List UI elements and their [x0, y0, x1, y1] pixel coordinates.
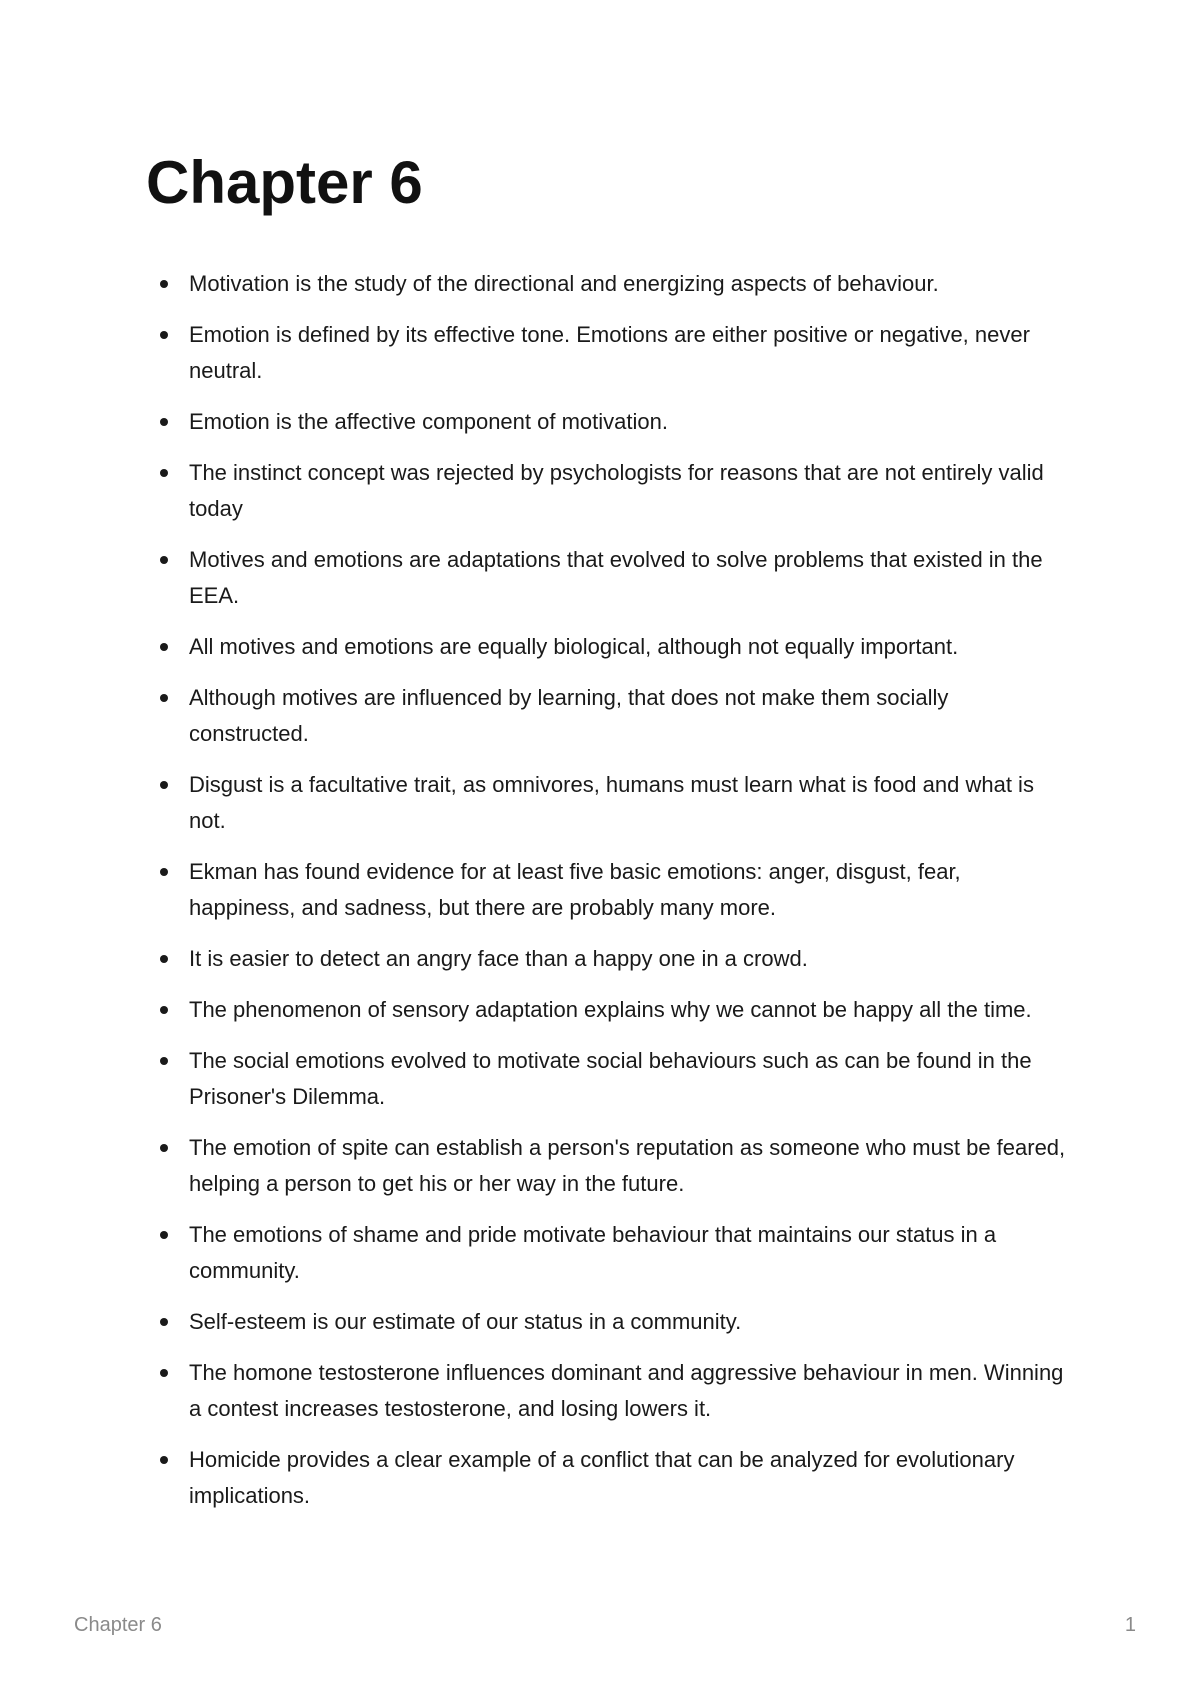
list-item: [146, 266, 1066, 302]
list-item-text: The social emotions evolved to motivate social behaviours such as can be found in the Prisoner's Dilemma.: [189, 1048, 1032, 1109]
list-item: [146, 992, 1066, 1028]
list-item: [146, 1442, 1066, 1514]
list-item-text: Motives and emotions are adaptations that evolved to solve problems that existed in the EEA.: [189, 547, 1043, 608]
list-item-text: The emotion of spite can establish a person's reputation as someone who must be feared, helping a person to get his or her way in the future.: [189, 1135, 1066, 1196]
list-item: [146, 767, 1066, 839]
list-item: [146, 854, 1066, 926]
bullet-icon: [160, 1144, 168, 1152]
bullet-icon: [160, 469, 168, 477]
list-item: [146, 1304, 1066, 1340]
bullet-icon: [160, 1318, 168, 1326]
bullet-icon: [160, 331, 168, 339]
list-item: [146, 629, 1066, 665]
list-item-text: Although motives are influenced by learning, that does not make them socially constructed.: [189, 685, 949, 746]
list-item: [146, 1043, 1066, 1115]
footer-title: Chapter 6: [74, 1614, 162, 1636]
page-footer: [74, 1614, 1136, 1642]
list-item-text: It is easier to detect an angry face than a happy one in a crowd.: [189, 946, 808, 971]
list-item: [146, 941, 1066, 977]
list-item: [146, 317, 1066, 389]
bullet-icon: [160, 1369, 168, 1377]
list-item-text: Emotion is the affective component of motivation.: [189, 409, 668, 434]
list-item: [146, 1355, 1066, 1427]
list-item: [146, 404, 1066, 440]
list-item-text: The emotions of shame and pride motivate behaviour that maintains our status in a community.: [189, 1222, 997, 1283]
bullet-icon: [160, 280, 168, 288]
bullet-icon: [160, 1456, 168, 1464]
bullet-icon: [160, 643, 168, 651]
list-item-text: Ekman has found evidence for at least five basic emotions: anger, disgust, fear, happiness, and sadness, but there are probably many more.: [189, 859, 961, 920]
list-item: [146, 542, 1066, 614]
list-item-text: Disgust is a facultative trait, as omnivores, humans must learn what is food and what is not.: [189, 772, 1034, 833]
bullet-icon: [160, 1231, 168, 1239]
list-item: [146, 1217, 1066, 1289]
bullet-list: [146, 266, 1066, 1529]
bullet-icon: [160, 781, 168, 789]
list-item-text: All motives and emotions are equally biological, although not equally important.: [189, 634, 959, 659]
list-item-text: The instinct concept was rejected by psychologists for reasons that are not entirely valid today: [189, 460, 1044, 521]
list-item: [146, 455, 1066, 527]
bullet-icon: [160, 418, 168, 426]
bullet-icon: [160, 694, 168, 702]
bullet-icon: [160, 868, 168, 876]
list-item-text: The phenomenon of sensory adaptation explains why we cannot be happy all the time.: [189, 997, 1032, 1022]
list-item: [146, 680, 1066, 752]
list-item-text: Emotion is defined by its effective tone. Emotions are either positive or negative, never neutral.: [189, 322, 1030, 383]
list-item-text: Self-esteem is our estimate of our status in a community.: [189, 1309, 742, 1334]
list-item: [146, 1130, 1066, 1202]
list-item-text: The homone testosterone influences dominant and aggressive behaviour in men. Winning a contest increases testosterone, and losing lowers it.: [189, 1360, 1064, 1421]
list-item-text: Motivation is the study of the directional and energizing aspects of behaviour.: [189, 271, 939, 296]
bullet-icon: [160, 1057, 168, 1065]
page-title: Chapter 6: [146, 149, 423, 216]
bullet-icon: [160, 556, 168, 564]
page-number: 1: [1124, 1614, 1136, 1636]
list-item-text: Homicide provides a clear example of a conflict that can be analyzed for evolutionary implications.: [189, 1447, 1015, 1508]
bullet-icon: [160, 955, 168, 963]
bullet-icon: [160, 1006, 168, 1014]
